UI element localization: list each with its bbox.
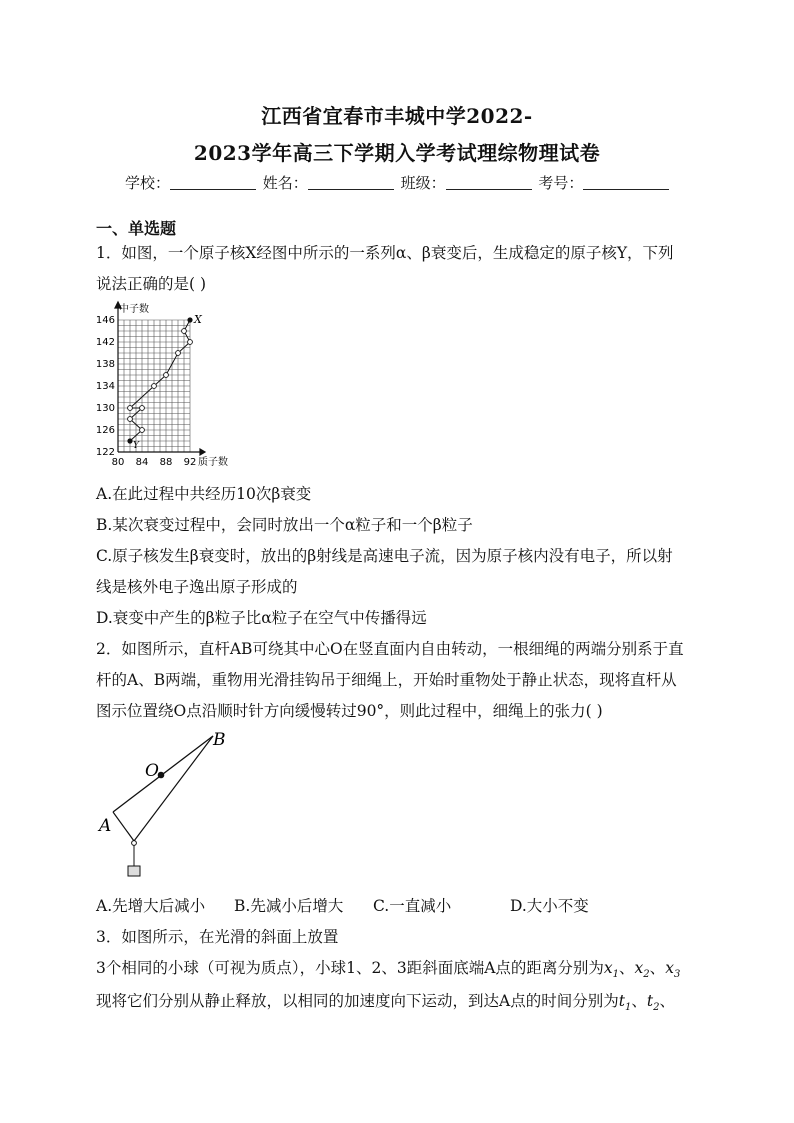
- label-A: A: [99, 816, 112, 836]
- q2-rod-diagram: [95, 728, 255, 878]
- class-blank[interactable]: [446, 175, 532, 190]
- section-title: 一、单选题: [96, 219, 177, 238]
- q1-decay-chart: [95, 300, 265, 470]
- label-O: O: [145, 761, 159, 781]
- y-tick-142: 142: [95, 337, 115, 348]
- q1-option-b[interactable]: B.某次衰变过程中，会同时放出一个α粒子和一个β粒子: [96, 516, 473, 534]
- school-blank[interactable]: [170, 175, 256, 190]
- sep: 、: [659, 992, 675, 1010]
- q3-line2-text: 3个相同的小球（可视为质点），小球1、2、3距斜面底端A点的距离分别为: [96, 959, 604, 977]
- q3-line3-text: 现将它们分别从静止释放，以相同的加速度向下运动，到达A点的时间分别为: [96, 992, 619, 1010]
- class-label: 班级：: [400, 174, 446, 192]
- sep: 、: [619, 959, 635, 977]
- q3-text-line-2: [96, 956, 680, 980]
- var-x3: $x_3$: [665, 959, 681, 981]
- x-tick-92: 92: [183, 457, 197, 468]
- label-Y: Y: [133, 441, 139, 451]
- q2-text-line-1: 2．如图所示，直杆AB可绕其中心O在竖直面内自由转动，一根细绳的两端分别系于直: [96, 640, 684, 658]
- q2-text-line-2: 杆的A、B两端，重物用光滑挂钩吊于细绳上，开始时重物处于静止状态，现将直杆从: [96, 671, 677, 689]
- q1-option-c-line-2[interactable]: 线是核外电子逸出原子形成的: [96, 578, 298, 596]
- y-tick-130: 130: [95, 403, 115, 414]
- q1-option-c-line-1[interactable]: C.原子核发生β衰变时，放出的β射线是高速电子流，因为原子核内没有电子，所以射: [96, 547, 673, 565]
- var-x1: $x_1$: [603, 959, 620, 981]
- x-tick-88: 88: [159, 457, 173, 468]
- x-axis-label: 质子数: [198, 457, 228, 468]
- point-Y: [127, 438, 132, 443]
- y-tick-126: 126: [95, 425, 115, 436]
- q2-option-d[interactable]: D.大小不变: [510, 897, 589, 915]
- title-line-1: 江西省宜春市丰城中学2022-: [261, 104, 533, 128]
- q2-option-b[interactable]: B.先减小后增大: [234, 897, 344, 915]
- exam-number-blank[interactable]: [583, 175, 669, 190]
- name-blank[interactable]: [308, 175, 394, 190]
- hook-ring: [132, 841, 137, 846]
- var-t2: $t_2$: [646, 992, 660, 1014]
- x-tick-labels: [112, 457, 197, 468]
- weight-block: [128, 866, 140, 876]
- title-line-2: 2023学年高三下学期入学考试理综物理试卷: [193, 141, 601, 165]
- q2-option-c[interactable]: C.一直减小: [373, 897, 452, 915]
- label-X: X: [194, 313, 202, 326]
- q1-text-line-1: 1．如图，一个原子核X经图中所示的一系列α、β衰变后，生成稳定的原子核Y，下列: [96, 244, 674, 262]
- y-axis-label: 中子数: [119, 304, 149, 315]
- var-t1: $t_1$: [618, 992, 632, 1014]
- point-X: [187, 317, 192, 322]
- rope-right: [134, 736, 213, 841]
- y-tick-labels: [96, 315, 115, 458]
- q2-option-a[interactable]: A.先增大后减小: [96, 897, 206, 915]
- sep: 、: [649, 959, 666, 977]
- y-tick-134: 134: [95, 381, 115, 392]
- x-tick-80: 80: [111, 457, 125, 468]
- q3-text-line-1: 3．如图所示，在光滑的斜面上放置: [96, 928, 339, 946]
- q2-text-line-3: 图示位置绕O点沿顺时针方向缓慢转过90°，则此过程中，细绳上的张力( ): [96, 702, 603, 720]
- exam-number-label: 考号：: [538, 174, 584, 192]
- school-label: 学校：: [125, 174, 171, 192]
- rope-left: [113, 812, 134, 841]
- y-tick-122: 122: [95, 447, 115, 458]
- q1-text-line-2: 说法正确的是( ): [96, 275, 207, 293]
- label-B: B: [213, 730, 226, 750]
- x-tick-84: 84: [135, 457, 149, 468]
- var-x2: $x_2$: [634, 959, 650, 981]
- y-tick-138: 138: [95, 359, 115, 370]
- name-label: 姓名：: [262, 174, 308, 192]
- y-tick-146: 146: [95, 315, 115, 326]
- q1-option-a[interactable]: A.在此过程中共经历10次β衰变: [96, 485, 312, 503]
- student-info-row: [125, 172, 671, 193]
- q1-option-d[interactable]: D.衰变中产生的β粒子比α粒子在空气中传播得远: [96, 609, 427, 627]
- sep: 、: [631, 992, 647, 1010]
- q3-text-line-3: [96, 989, 675, 1013]
